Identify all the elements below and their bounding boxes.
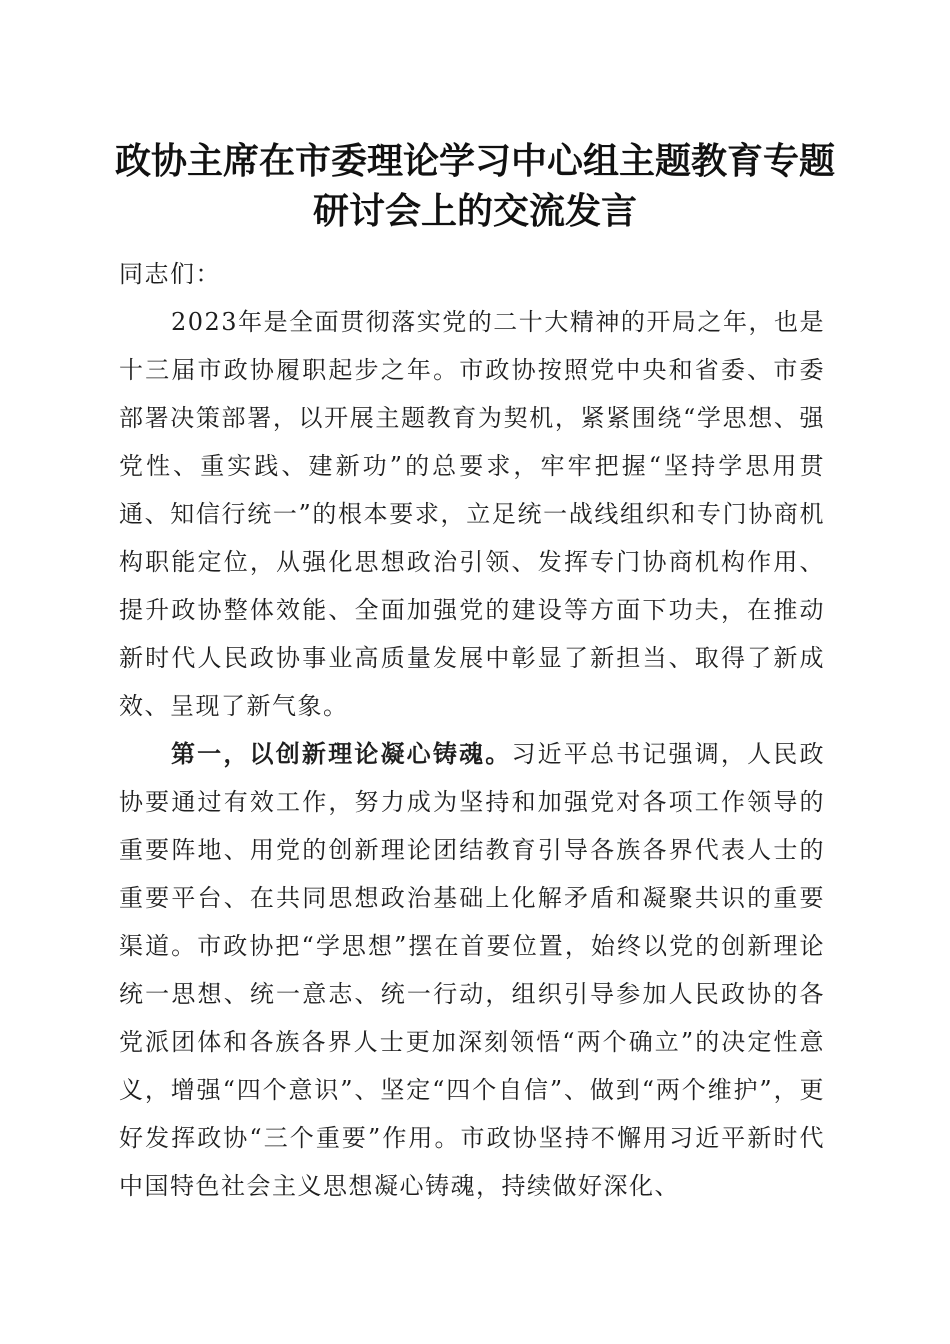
document-body [119, 250, 825, 1210]
title-line-1: 政协主席在市委理论学习中心组主题教育专题 [114, 140, 835, 182]
paragraph-intro: 2023年是全面贯彻落实党的二十大精神的开局之年，也是十三届市政协履职起步之年。市政协按照党中央和省委、市委部署决策部署，以开展主题教育为契机，紧紧围绕“学思想、强党性、重实践、建新功”的总要求，牢牢把握“坚持学思用贯通、知信行统一”的根本要求，立足统一战线组织和专门协商机构职能定位，从强化思想政治引领、发挥专门协商机构作用、提升政协整体效能、全面加强党的建设等方面下功夫，在推动新时代人民政协事业高质量发展中彰显了新担当、取得了新成效、呈现了新气象。 [119, 308, 825, 720]
title-line-2: 研讨会上的交流发言 [312, 190, 637, 232]
document-title [100, 136, 850, 236]
paragraph-lead-heading: 第一，以创新理论凝心铸魂。 [171, 739, 512, 768]
paragraph-first-point [119, 730, 825, 1210]
salutation: 同志们： [119, 260, 221, 288]
paragraph-first-point-text: 习近平总书记强调，人民政协要通过有效工作，努力成为坚持和加强党对各项工作领导的重要阵地、用党的创新理论团结教育引导各族各界代表人士的重要平台、在共同思想政治基础上化解矛盾和凝聚共识的重要渠道。市政协把“学思想”摆在首要位置，始终以党的创新理论统一思想、统一意志、统一行动，组织引导参加人民政协的各党派团体和各族各界人士更加深刻领悟“两个确立”的决定性意义，增强“四个意识”、坚定“四个自信”、做到“两个维护”，更好发挥政协“三个重要”作用。市政协坚持不懈用习近平新时代中国特色社会主义思想凝心铸魂，持续做好深化、 [119, 740, 825, 1200]
